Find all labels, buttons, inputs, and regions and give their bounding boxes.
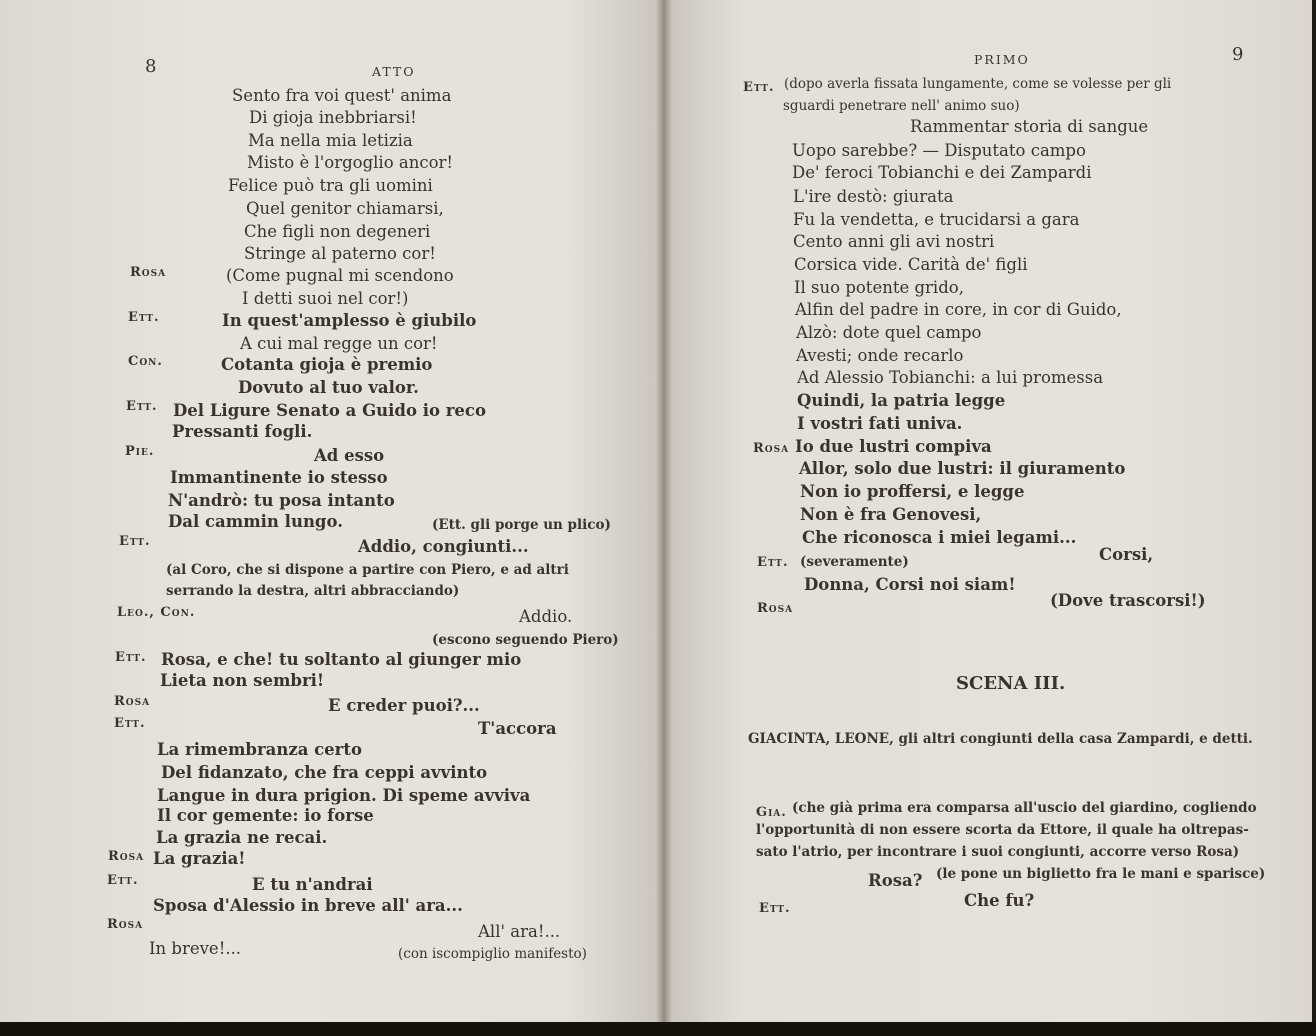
verse-line: Stringe al paterno cor! xyxy=(244,244,436,263)
speaker-label: Rosa xyxy=(107,917,144,932)
verse-line: N'andrò: tu posa intanto xyxy=(168,491,395,510)
verse-line: Felice può tra gli uomini xyxy=(228,176,433,195)
stage-direction: l'opportunità di non essere scorta da Ettore, il quale ha oltrepas- xyxy=(756,822,1249,838)
speaker-label: Ett. xyxy=(119,534,151,549)
verse-line: In quest'amplesso è giubilo xyxy=(222,311,477,330)
verse-line: De' feroci Tobianchi e dei Zampardi xyxy=(792,163,1092,182)
speaker-label: Leo., Con. xyxy=(117,605,196,620)
stage-direction: sguardi penetrare nell' animo suo) xyxy=(783,98,1020,114)
verse-line: I vostri fati univa. xyxy=(797,414,963,433)
speaker-label: Ett. xyxy=(115,650,147,665)
speaker-label: Gia. xyxy=(756,805,787,820)
verse-line: Cento anni gli avi nostri xyxy=(793,232,995,251)
stage-direction: (escono seguendo Piero) xyxy=(432,632,619,648)
verse-line: Dal cammin lungo. xyxy=(168,512,343,531)
stage-direction: (Ett. gli porge un plico) xyxy=(432,517,611,533)
verse-line: Del Ligure Senato a Guido io reco xyxy=(173,401,486,420)
verse-line: Dovuto al tuo valor. xyxy=(238,378,419,397)
speaker-label: Rosa xyxy=(108,849,145,864)
verse-line: (Come pugnal mi scendono xyxy=(226,266,454,285)
book-gutter xyxy=(656,0,672,1024)
verse-line: Allor, solo due lustri: il giuramento xyxy=(799,459,1126,478)
verse-line: In breve!... xyxy=(149,939,242,958)
scene-heading: SCENA III. xyxy=(956,673,1066,694)
verse-line: La rimembranza certo xyxy=(157,740,363,759)
speaker-label: Con. xyxy=(128,354,163,369)
verse-line: Rammentar storia di sangue xyxy=(910,117,1149,136)
verse-line: Quel genitor chiamarsi, xyxy=(246,199,444,218)
stage-direction: sato l'atrio, per incontrare i suoi congiunti, accorre verso Rosa) xyxy=(756,844,1240,860)
speaker-label: Ett. xyxy=(107,873,139,888)
scan-border xyxy=(0,1022,1316,1036)
verse-line: I detti suoi nel cor!) xyxy=(242,289,409,308)
verse-line: All' ara!... xyxy=(478,922,561,941)
stage-direction: serrando la destra, altri abbracciando) xyxy=(166,583,460,599)
verse-line: La grazia! xyxy=(153,849,246,868)
speaker-label: Ett. xyxy=(126,399,158,414)
verse-line: Pressanti fogli. xyxy=(172,422,313,441)
verse-line: L'ire destò: giurata xyxy=(793,187,954,206)
verse-line: Fu la vendetta, e trucidarsi a gara xyxy=(793,210,1080,229)
verse-line: Ad Alessio Tobianchi: a lui promessa xyxy=(797,368,1104,387)
verse-line: Avesti; onde recarlo xyxy=(796,346,964,365)
verse-line: Corsica vide. Carità de' figli xyxy=(794,255,1028,274)
verse-line: Lieta non sembri! xyxy=(160,671,325,690)
verse-line: Non è fra Genovesi, xyxy=(800,505,982,524)
verse-line: Che fu? xyxy=(964,891,1035,910)
speaker-label: Ett. xyxy=(743,80,775,95)
verse-line: Il cor gemente: io forse xyxy=(157,806,374,825)
speaker-label: Ett. xyxy=(114,716,146,731)
verse-line: Alzò: dote quel campo xyxy=(796,323,982,342)
stage-direction: (severamente) xyxy=(800,554,909,570)
verse-line: Misto è l'orgoglio ancor! xyxy=(247,153,454,172)
verse-line: Uopo sarebbe? — Disputato campo xyxy=(792,141,1086,160)
running-head-left: ATTO xyxy=(372,64,416,79)
verse-line: Rosa? xyxy=(868,871,923,890)
verse-line: Addio. xyxy=(519,607,573,626)
verse-line: Del fidanzato, che fra ceppi avvinto xyxy=(161,763,488,782)
stage-direction: (con iscompiglio manifesto) xyxy=(398,946,587,962)
speaker-label: Rosa xyxy=(757,601,794,616)
stage-direction: (al Coro, che si dispone a partire con Piero, e ad altri xyxy=(166,562,569,578)
verse-line: Alfin del padre in core, in cor di Guido, xyxy=(795,300,1122,319)
verse-line: Donna, Corsi noi siam! xyxy=(804,575,1016,594)
verse-line: Corsi, xyxy=(1099,545,1154,564)
verse-line: Langue in dura prigion. Di speme avviva xyxy=(157,786,531,805)
scene-cast: GIACINTA, LEONE, gli altri congiunti della casa Zampardi, e detti. xyxy=(748,731,1253,747)
verse-line: Sento fra voi quest' anima xyxy=(232,86,452,105)
stage-direction: (dopo averla fissata lungamente, come se volesse per gli xyxy=(784,76,1172,92)
running-head-right: PRIMO xyxy=(974,52,1030,67)
verse-line: E creder puoi?... xyxy=(328,696,480,715)
speaker-label: Rosa xyxy=(130,265,167,280)
stage-direction: (che già prima era comparsa all'uscio del giardino, cogliendo xyxy=(792,800,1257,816)
verse-line: Ad esso xyxy=(314,446,385,465)
verse-line: Addio, congiunti... xyxy=(358,537,529,556)
speaker-label: Rosa xyxy=(114,694,151,709)
stage-direction: (le pone un biglietto fra le mani e sparisce) xyxy=(936,866,1266,882)
speaker-label: Rosa xyxy=(753,441,790,456)
verse-line: A cui mal regge un cor! xyxy=(240,334,438,353)
verse-line: Non io proffersi, e legge xyxy=(800,482,1025,501)
verse-line: Di gioja inebbriarsi! xyxy=(249,108,417,127)
verse-line: Rosa, e che! tu soltanto al giunger mio xyxy=(161,650,522,669)
verse-line: Quindi, la patria legge xyxy=(797,391,1006,410)
verse-line: E tu n'andrai xyxy=(252,875,373,894)
speaker-label: Ett. xyxy=(757,555,789,570)
page-number-right: 9 xyxy=(1232,44,1244,65)
verse-line: Che figli non degeneri xyxy=(244,222,431,241)
speaker-label: Pie. xyxy=(125,444,155,459)
verse-line: Che riconosca i miei legami... xyxy=(802,528,1077,547)
verse-line: Sposa d'Alessio in breve all' ara... xyxy=(153,896,463,915)
verse-line: Io due lustri compiva xyxy=(795,437,992,456)
verse-line: Il suo potente grido, xyxy=(794,278,964,297)
verse-line: Ma nella mia letizia xyxy=(248,131,413,150)
verse-line: La grazia ne recai. xyxy=(156,828,328,847)
verse-line: Cotanta gioja è premio xyxy=(221,355,433,374)
page-number-left: 8 xyxy=(145,56,157,77)
verse-line: Immantinente io stesso xyxy=(170,468,388,487)
speaker-label: Ett. xyxy=(759,901,791,916)
verse-line: T'accora xyxy=(478,719,557,738)
verse-line: (Dove trascorsi!) xyxy=(1050,591,1206,610)
speaker-label: Ett. xyxy=(128,310,160,325)
